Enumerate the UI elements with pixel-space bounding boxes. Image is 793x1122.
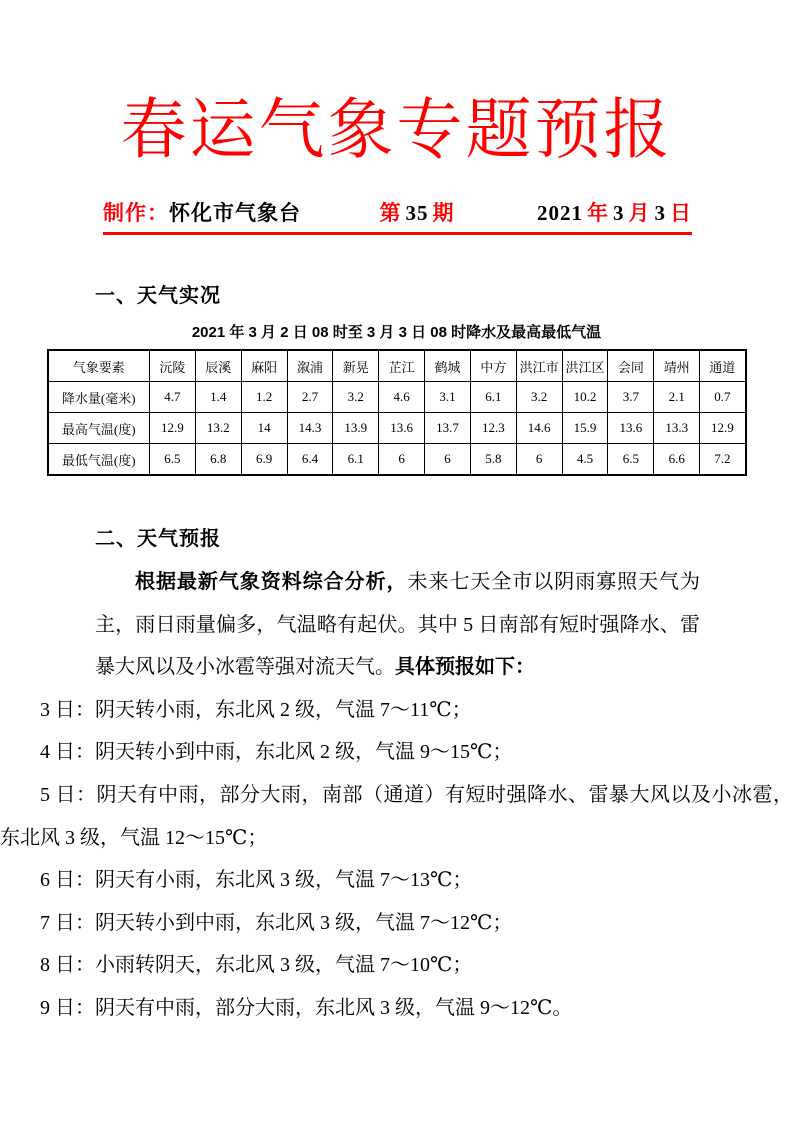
table-cell: 3.2: [333, 382, 379, 413]
table-row-label: 最高气温(度): [48, 413, 150, 444]
table-header-cell: 通道: [700, 350, 746, 382]
issue-number-value: 35: [405, 201, 429, 226]
table-cell: 15.9: [562, 413, 608, 444]
table-header-cell: 沅陵: [150, 350, 196, 382]
table-cell: 4.5: [562, 444, 608, 476]
table-cell: 6.1: [470, 382, 516, 413]
table-cell: 4.6: [379, 382, 425, 413]
table-cell: 12.9: [700, 413, 746, 444]
table-title: 2021 年 3 月 2 日 08 时至 3 月 3 日 08 时降水及最高最低气温: [191, 324, 602, 342]
table-cell: 0.7: [700, 382, 746, 413]
forecast-day-line: 7 日：阴天转小到中雨，东北风 3 级，气温 7～12℃；: [40, 911, 513, 934]
table-cell: 6.8: [195, 444, 241, 476]
forecast-day-line: 3 日：阴天转小雨，东北风 2 级，气温 7～11℃；: [40, 698, 472, 721]
table-cell: 3.1: [425, 382, 471, 413]
table-cell: 6.6: [654, 444, 700, 476]
table-header-cell: 芷江: [379, 350, 425, 382]
producer-value: 怀化市气象台: [169, 202, 301, 226]
issue-date: [533, 197, 692, 227]
table-cell: 1.4: [195, 382, 241, 413]
table-cell: 14: [241, 413, 287, 444]
table-row-label: 最低气温(度): [48, 444, 150, 476]
table-cell: 6: [516, 444, 562, 476]
table-cell: 13.9: [333, 413, 379, 444]
table-cell: 1.2: [241, 382, 287, 413]
producer-label: 制作：: [103, 202, 169, 226]
table-cell: 12.9: [150, 413, 196, 444]
table-row-label: 降水量(毫米): [48, 382, 150, 413]
table-cell: 14.6: [516, 413, 562, 444]
table-header-cell: 气象要素: [48, 350, 150, 382]
table-cell: 3.7: [608, 382, 654, 413]
date-year-unit: 年: [587, 202, 609, 226]
table-cell: 13.3: [654, 413, 700, 444]
table-cell: 6.9: [241, 444, 287, 476]
date-month-unit: 月: [628, 202, 651, 226]
table-cell: 12.3: [470, 413, 516, 444]
table-header-cell: 会同: [608, 350, 654, 382]
table-cell: 6.4: [287, 444, 333, 476]
forecast-list: [0, 689, 793, 1030]
table-cell: 14.3: [287, 413, 333, 444]
table-cell: 2.1: [654, 382, 700, 413]
date-day-unit: 日: [670, 202, 692, 226]
intro-bold-tail: 具体预报如下：: [395, 656, 535, 679]
table-cell: 13.6: [608, 413, 654, 444]
table-header-cell: 新晃: [333, 350, 379, 382]
document-title: 春运气象专题预报: [120, 94, 673, 167]
table-cell: 5.8: [470, 444, 516, 476]
table-cell: 6: [425, 444, 471, 476]
forecast-day-line: 4 日：阴天转小到中雨，东北风 2 级，气温 9～15℃；: [40, 741, 513, 764]
table-header-cell: 麻阳: [241, 350, 287, 382]
table-cell: 7.2: [700, 444, 746, 476]
forecast-day-line: 5 日：阴天有中雨，部分大雨，南部（通道）有短时强降水、雷暴大风以及小冰雹，东北风 3 级，气温 12～15℃；: [0, 784, 793, 849]
table-cell: 6.5: [150, 444, 196, 476]
table-cell: 6: [379, 444, 425, 476]
intro-body: 未来七天全市以阴雨寡照天气为主，雨日雨量偏多，气温略有起伏。其中 5 日南部有短时强降水、雷暴大风以及小冰雹等强对流天气。: [95, 571, 700, 679]
table-cell: 13.6: [379, 413, 425, 444]
issue-number: [380, 197, 455, 227]
issue-suffix: 期: [432, 202, 455, 226]
forecast-day-line: 9 日：阴天有中雨，部分大雨，东北风 3 级，气温 9～12℃。: [40, 997, 573, 1020]
table-cell: 2.7: [287, 382, 333, 413]
table-cell: 6.1: [333, 444, 379, 476]
table-header-row: [48, 350, 746, 382]
table-cell: 13.7: [425, 413, 471, 444]
table-row: [48, 413, 746, 444]
table-cell: 3.2: [516, 382, 562, 413]
table-header-cell: 溆浦: [287, 350, 333, 382]
red-divider: [103, 232, 692, 235]
table-header-cell: 洪江市: [516, 350, 562, 382]
table-header-cell: 辰溪: [195, 350, 241, 382]
forecast-day-line: 8 日：小雨转阴天，东北风 3 级，气温 7～10℃；: [40, 954, 473, 977]
table-header-cell: 中方: [470, 350, 516, 382]
forecast-day-line: 6 日：阴天有小雨，东北风 3 级，气温 7～13℃；: [40, 869, 473, 892]
table-header-cell: 靖州: [654, 350, 700, 382]
intro-bold-lead: 根据最新气象资料综合分析，: [135, 571, 408, 594]
date-year: 2021: [537, 201, 583, 226]
issue-prefix: 第: [379, 202, 402, 226]
table-row: [48, 444, 746, 476]
table-cell: 4.7: [150, 382, 196, 413]
table-header-cell: 洪江区: [562, 350, 608, 382]
table-row: [48, 382, 746, 413]
table-cell: 10.2: [562, 382, 608, 413]
table-header-cell: 鹤城: [425, 350, 471, 382]
weather-table: [47, 349, 747, 476]
date-month: 3: [613, 201, 625, 226]
table-cell: 6.5: [608, 444, 654, 476]
date-day: 3: [654, 201, 666, 226]
intro-paragraph: [95, 561, 700, 689]
section2-heading: 二、天气预报: [95, 528, 221, 551]
producer: [103, 197, 301, 227]
table-cell: 13.2: [195, 413, 241, 444]
masthead: [103, 197, 692, 227]
section1-heading: 一、天气实况: [95, 285, 221, 308]
